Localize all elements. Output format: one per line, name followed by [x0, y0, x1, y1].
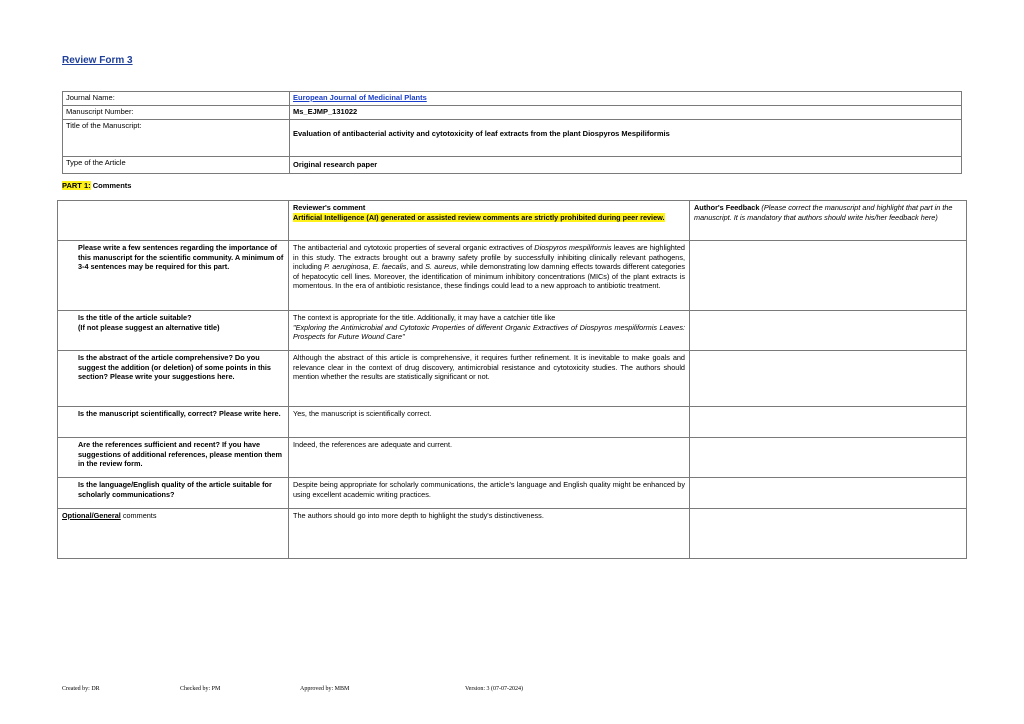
comment-row-references — [58, 438, 967, 478]
answer-importance: The antibacterial and cytotoxic properties of several organic extractives of Diospyros mespiliformis leaves are highlighted in this study. The extracts brought out a brawny safety profile by successfully inhibiting clinically relevant pathogens, including P. aeruginosa, E. faecalis, and S. aureus, while demonstrating low damning effects towards different categories of hepatocytic cell lines. Moreover, the identification of minimum inhibitory concentrations (MICs) of the plant extracts is momentous. In the era of antibiotic resistance, these findings could lead to a new approach to antibiotic treatment. — [289, 241, 690, 311]
question-title: Is the title of the article suitable? (If not please suggest an alternative title) — [58, 311, 289, 351]
answer-title: The context is appropriate for the title. Additionally, it may have a catchier title like "Exploring the Antimicrobial and Cytotoxic Properties of different Organic Extractives of Diospyros mespiliformis Leaves: Prospects for Future Wound Care" — [289, 311, 690, 351]
info-row-title — [63, 120, 962, 157]
info-row-journal — [63, 92, 962, 106]
author-feedback-correctness[interactable] — [690, 407, 967, 438]
comments-header-row — [58, 201, 967, 241]
answer-language: Despite being appropriate for scholarly communications, the article's language and English quality might be enhanced by using excellent academic writing practices. — [289, 478, 690, 509]
reviewer-header-cell — [289, 201, 690, 241]
author-feedback-abstract[interactable] — [690, 351, 967, 407]
comment-row-importance — [58, 241, 967, 311]
comment-row-language — [58, 478, 967, 509]
journal-label: Journal Name: — [63, 92, 290, 106]
article-type-value: Original research paper — [290, 157, 962, 174]
reviewer-comment-title: Reviewer's comment — [293, 203, 366, 212]
part-number-highlight: PART 1: — [62, 181, 91, 190]
footer-checked-by: Checked by: PM — [180, 686, 221, 692]
comment-row-abstract — [58, 351, 967, 407]
answer-optional: The authors should go into more depth to highlight the study's distinctiveness. — [289, 509, 690, 559]
question-correctness: Is the manuscript scientifically, correct? Please write here. — [58, 407, 289, 438]
footer-version: Version: 3 (07-07-2024) — [465, 686, 523, 692]
answer-references: Indeed, the references are adequate and current. — [289, 438, 690, 478]
author-feedback-optional[interactable] — [690, 509, 967, 559]
author-feedback-title-cell[interactable] — [690, 311, 967, 351]
part-heading — [62, 181, 131, 190]
journal-link[interactable]: European Journal of Medicinal Plants — [290, 92, 962, 106]
question-optional: Optional/General comments — [58, 509, 289, 559]
article-type-label: Type of the Article — [63, 157, 290, 174]
comment-row-title — [58, 311, 967, 351]
answer-abstract: Although the abstract of this article is comprehensive, it requires further refinement. It is inevitable to make goals and relevance clear in the context of drug discovery, antimicrobial resistance and cytotoxicity studies. The authors should mention whether the results are statistically significant or not. — [289, 351, 690, 407]
page-title: Review Form 3 — [62, 55, 133, 66]
comment-row-optional — [58, 509, 967, 559]
question-importance: Please write a few sentences regarding the importance of this manuscript for the scientific community. A minimum of 3-4 sentences may be required for this part. — [58, 241, 289, 311]
info-row-manuscript — [63, 106, 962, 120]
header-empty-cell — [58, 201, 289, 241]
author-header-cell — [690, 201, 967, 241]
question-abstract: Is the abstract of the article comprehensive? Do you suggest the addition (or deletion) of some points in this section? Please write your suggestions here. — [58, 351, 289, 407]
author-feedback-references[interactable] — [690, 438, 967, 478]
manuscript-number-label: Manuscript Number: — [63, 106, 290, 120]
manuscript-title-value: Evaluation of antibacterial activity and cytotoxicity of leaf extracts from the plant Diospyros Mespiliformis — [290, 120, 962, 157]
author-feedback-language[interactable] — [690, 478, 967, 509]
comment-row-correctness — [58, 407, 967, 438]
footer-created-by: Created by: DR — [62, 686, 100, 692]
question-language: Is the language/English quality of the article suitable for scholarly communications? — [58, 478, 289, 509]
answer-correctness: Yes, the manuscript is scientifically correct. — [289, 407, 690, 438]
author-feedback-importance[interactable] — [690, 241, 967, 311]
manuscript-number-value: Ms_EJMP_131022 — [290, 106, 962, 120]
info-row-type — [63, 157, 962, 174]
author-feedback-note: (Please correct the manuscript and highlight that part in the manuscript. It is mandatory that authors should write his/her feedback here) — [694, 203, 953, 222]
footer-approved-by: Approved by: MBM — [300, 686, 350, 692]
manuscript-title-label: Title of the Manuscript: — [63, 120, 290, 157]
ai-prohibition-notice: Artificial Intelligence (AI) generated or assisted review comments are strictly prohibited during peer review. — [293, 212, 665, 222]
question-references: Are the references sufficient and recent? If you have suggestions of additional references, please mention them in the review form. — [58, 438, 289, 478]
comments-table — [57, 200, 967, 559]
part-label: Comments — [90, 181, 132, 190]
manuscript-info-table — [62, 91, 962, 174]
author-feedback-title: Author's Feedback — [694, 203, 760, 212]
